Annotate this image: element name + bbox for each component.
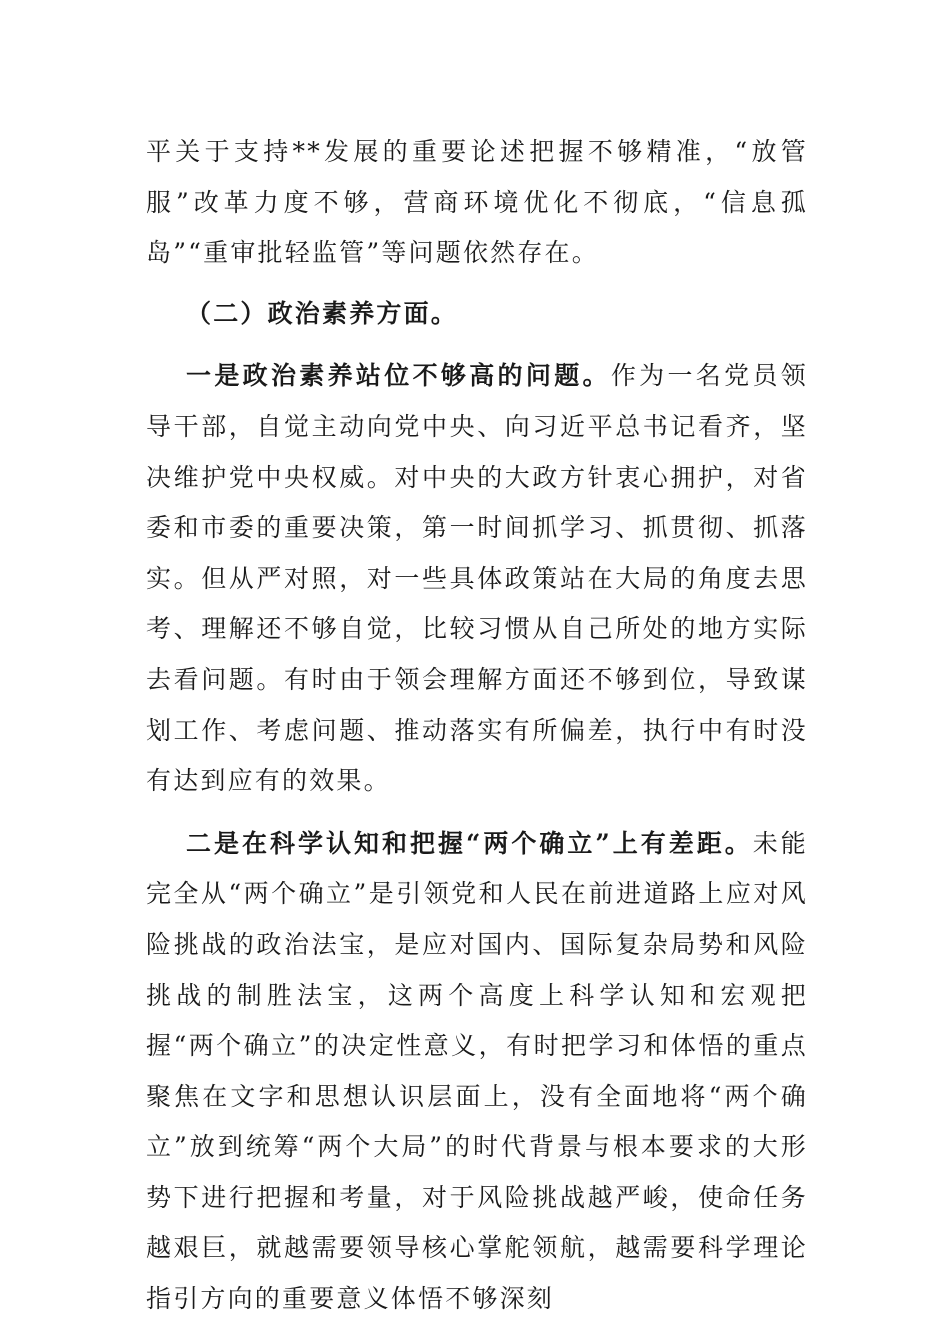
section-heading	[146, 289, 808, 340]
paragraph-text: 平关于支持**发展的重要论述把握不够精准，“放管服”改革力度不够，营商环境优化不彻底，“信息孤岛”“重审批轻监管”等问题依然存在。	[146, 137, 808, 268]
paragraph-body: 未能完全从“两个确立”是引领党和人民在前进道路上应对风险挑战的政治法宝，是应对国内、国际复杂局势和风险挑战的制胜法宝，这两个高度上科学认知和宏观把握“两个确立”的决定性意义，有时把学习和体悟的重点聚焦在文字和思想认识层面上，没有全面地将“两个确立”放到统筹“两个大局”的时代背景与根本要求的大形势下进行把握和考量，对于风险挑战越严峻，使命任务越艰巨，就越需要领导核心掌舵领航，越需要科学理论指引方向的重要意义体悟不够深刻	[146, 828, 808, 1314]
section-heading-text: （二）政治素养方面。	[186, 298, 459, 328]
document-page	[146, 127, 808, 1325]
paragraph-lead: 一是政治素养站位不够高的问题。	[186, 361, 611, 391]
paragraph-two-establishments	[146, 819, 808, 1325]
paragraph-political-standpoint	[146, 351, 808, 806]
paragraph-body: 作为一名党员领导干部，自觉主动向党中央、向习近平总书记看齐，坚决维护党中央权威。对中央的大政方针衷心拥护，对省委和市委的重要决策，第一时间抓学习、抓贯彻、抓落实。但从严对照，对一些具体政策站在大局的角度去思考、理解还不够自觉，比较习惯从自己所处的地方实际去看问题。有时由于领会理解方面还不够到位，导致谋划工作、考虑问题、推动落实有所偏差，执行中有时没有达到应有的效果。	[146, 361, 808, 796]
paragraph-lead: 二是在科学认知和把握“两个确立”上有差距。	[186, 828, 753, 858]
paragraph-continuation	[146, 127, 808, 279]
